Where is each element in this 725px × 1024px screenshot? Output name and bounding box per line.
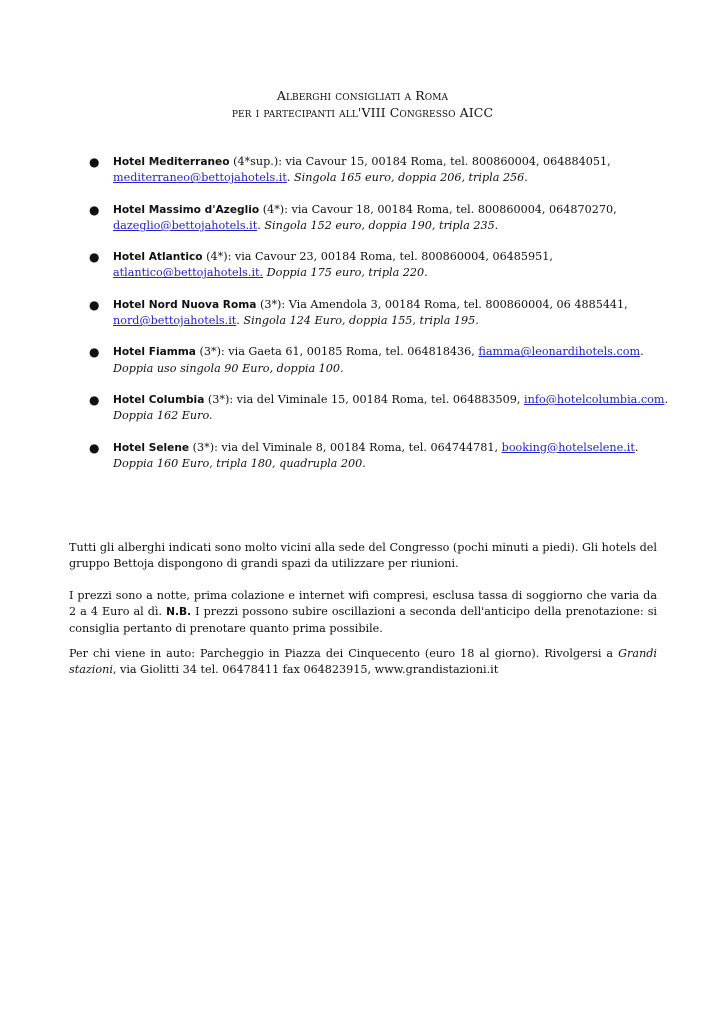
hotel-stars: (4*sup.) [233, 155, 279, 168]
hotel-prices: Doppia 160 Euro, tripla 180, quadrupla 200. [113, 456, 366, 470]
separator: . [236, 314, 240, 328]
bullet-icon: ● [89, 345, 100, 360]
list-item [89, 440, 669, 473]
list-item [89, 249, 669, 282]
parking-contact: , via Giolitti 34 tel. 06478411 fax 064823915, www.grandistazioni.it [112, 663, 499, 677]
hotel-email-link[interactable]: info@hotelcolumbia.com [524, 392, 665, 406]
nb-label: N.B. [166, 606, 192, 619]
paragraph-prices [69, 588, 657, 637]
hotel-prices: Doppia uso singola 90 Euro, doppia 100. [113, 361, 344, 375]
hotel-email-link[interactable]: dazeglio@bettojahotels.it [113, 218, 258, 232]
hotel-stars: (3*) [259, 297, 282, 311]
bullet-icon: ● [89, 440, 100, 455]
hotel-name: Hotel Atlantico [113, 251, 203, 264]
hotel-name: Hotel Selene [113, 441, 190, 454]
bullet-icon: ● [89, 202, 100, 217]
hotel-stars: (3*) [192, 440, 215, 454]
bullet-icon: ● [89, 250, 100, 265]
separator: . [640, 345, 644, 359]
paragraph-location: Tutti gli alberghi indicati sono molto vicini alla sede del Congresso (pochi minuti a piedi). Gli hotels del gruppo Bettoja dispongono di grandi spazi da utilizzare per riunioni. [69, 541, 657, 571]
hotel-name: Hotel Mediterraneo [113, 156, 230, 168]
list-item [89, 344, 669, 377]
hotel-prices: Singola 165 euro, doppia 206, tripla 256. [293, 171, 528, 185]
hotel-email-link[interactable]: fiamma@leonardihotels.com [478, 345, 641, 359]
hotel-email-link[interactable]: atlantico@bettojahotels.it. [113, 266, 264, 280]
title-line-1: Alberghi consigliati a Roma [276, 88, 449, 103]
hotel-stars: (4*) [206, 250, 228, 264]
paragraph-parking [69, 646, 657, 679]
list-item [89, 202, 669, 235]
hotel-email-link[interactable]: mediterraneo@bettojahotels.it [113, 171, 287, 185]
separator: . [257, 218, 261, 232]
hotel-email-link[interactable]: nord@bettojahotels.it [113, 314, 237, 328]
hotel-email-link[interactable]: booking@hotelselene.it [501, 440, 635, 454]
hotel-name: Hotel Columbia [113, 393, 205, 406]
hotel-address: : Via Amendola 3, 00184 Roma, tel. 800860004, 06 4885441, [281, 297, 628, 311]
hotel-name: Hotel Fiamma [113, 346, 196, 359]
parking-text: Per chi viene in auto: Parcheggio in Piazza dei Cinquecento (euro 18 al giorno). Rivolgersi a [69, 647, 614, 660]
bullet-icon: ● [89, 392, 100, 407]
hotel-prices: Doppia 175 euro, tripla 220. [266, 266, 428, 280]
hotel-prices: Singola 124 Euro, doppia 155, tripla 195. [243, 314, 479, 328]
separator: . [286, 171, 291, 185]
hotel-prices: Singola 152 euro, doppia 190, tripla 235. [264, 218, 499, 232]
prices-text: I prezzi sono a notte, prima colazione e internet wifi compresi, esclusa tassa di soggiorno che varia da 2 a 4 Euro al dì. [69, 589, 657, 619]
title-line-2: per i partecipanti all'VIII Congresso AICC [231, 105, 494, 120]
hotel-address: : via del Viminale 15, 00184 Roma, tel. 064883509, [229, 392, 521, 406]
hotel-name: Hotel Massimo d'Azeglio [113, 203, 260, 216]
grandi-stazioni-label: Grandi stazioni [69, 647, 658, 677]
bullet-icon: ● [89, 297, 100, 312]
hotel-address: : via Cavour 15, 00184 Roma, tel. 800860004, 064884051, [278, 155, 611, 168]
hotel-list [89, 154, 669, 487]
separator: . [664, 392, 669, 406]
list-item [89, 154, 669, 187]
list-item [89, 392, 669, 425]
bullet-icon: ● [89, 155, 100, 169]
hotel-address: : via Cavour 23, 00184 Roma, tel. 800860004, 06485951, [227, 250, 553, 264]
document-title [0, 87, 725, 121]
hotel-address: : via Gaeta 61, 00185 Roma, tel. 064818436, [220, 345, 475, 359]
hotel-prices: Doppia 162 Euro. [113, 409, 213, 423]
hotel-stars: (4*) [262, 202, 285, 216]
hotel-stars: (3*) [199, 345, 221, 359]
hotel-address: : via Cavour 18, 00184 Roma, tel. 800860004, 064870270, [284, 202, 617, 216]
hotel-address: : via del Viminale 8, 00184 Roma, tel. 064744781, [214, 440, 499, 454]
hotel-stars: (3*) [207, 392, 230, 406]
separator: . [634, 440, 639, 454]
list-item [89, 297, 669, 330]
hotel-name: Hotel Nord Nuova Roma [113, 298, 257, 311]
prices-note: I prezzi possono subire oscillazioni a seconda dell'anticipo della prenotazione: si consiglia pertanto di prenotare quanto prima possibile. [69, 605, 658, 635]
